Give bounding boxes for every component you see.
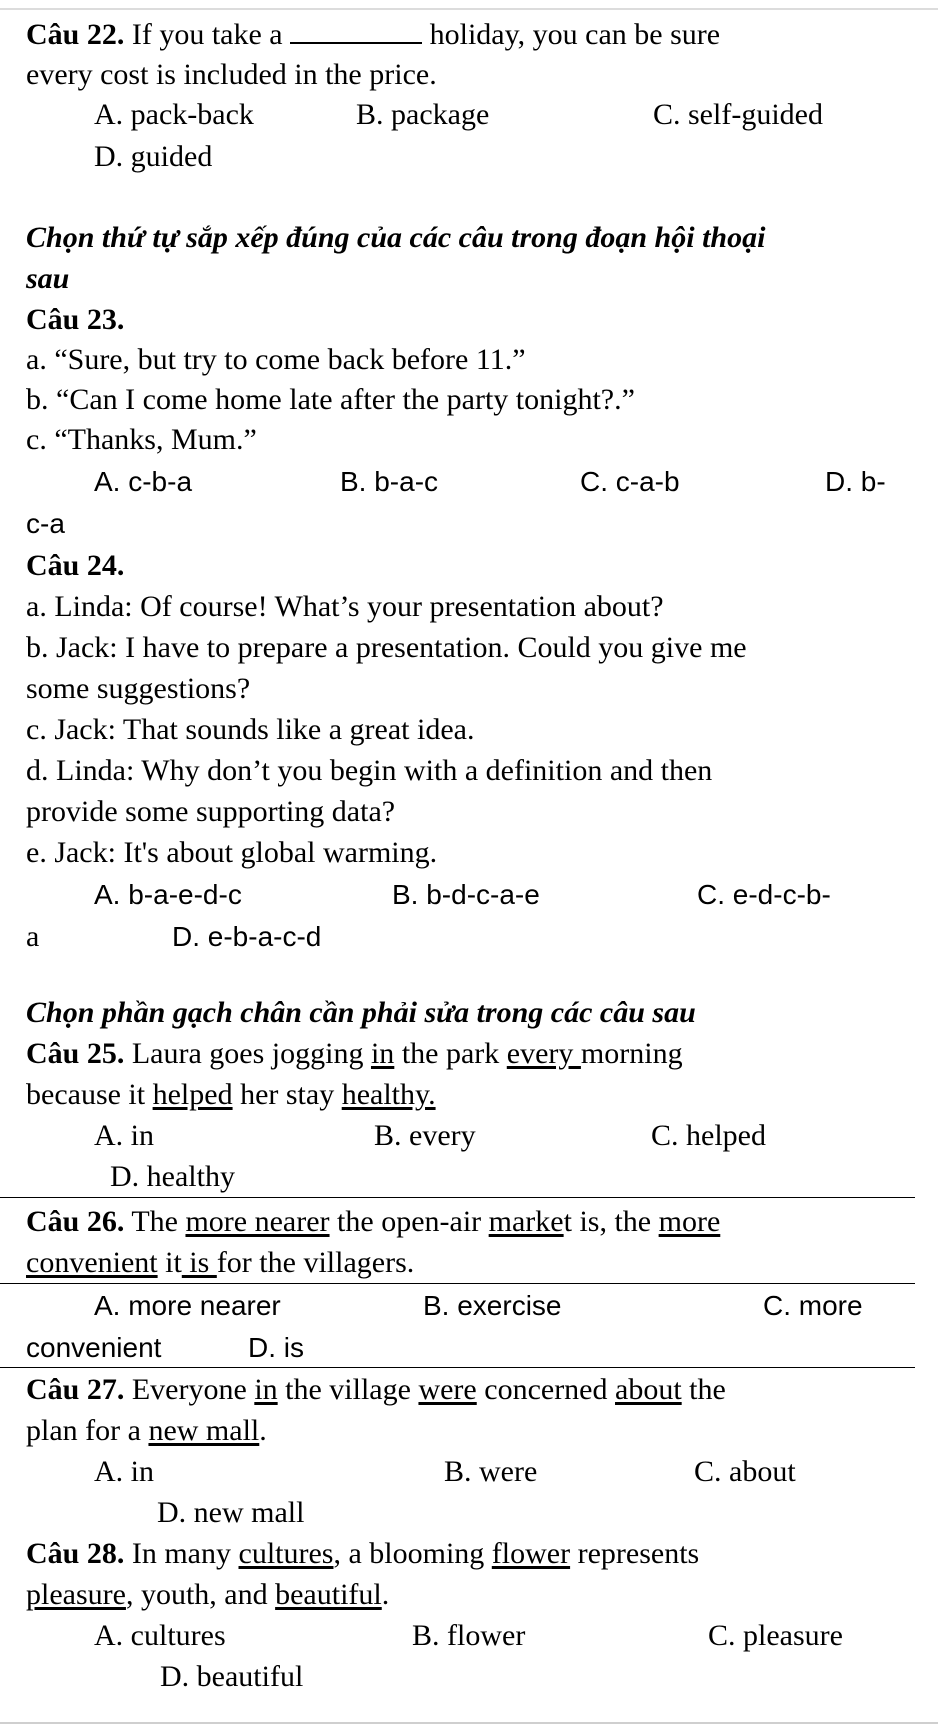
q24-label: Câu 24. <box>26 549 125 582</box>
q25-option-b: B. every <box>374 1119 476 1152</box>
q28-option-d: D. beautiful <box>160 1660 304 1693</box>
q28-option-b: B. flower <box>412 1619 526 1652</box>
q25-text: her stay <box>232 1078 342 1111</box>
q28-underline-beautiful: beautiful <box>275 1578 382 1611</box>
q26-option-a: A. more nearer <box>94 1290 281 1321</box>
q25-option-c: C. helped <box>651 1119 766 1152</box>
q26-text: The <box>131 1205 186 1238</box>
q23-option-a: A. c-b-a <box>94 466 193 497</box>
section1-heading-line2: sau <box>26 262 70 295</box>
q23-option-d-wrap: c-a <box>26 508 65 539</box>
q28-text: represents <box>570 1537 700 1570</box>
q23-line-c: c. “Thanks, Mum.” <box>26 423 257 456</box>
q24-option-d: D. e-b-a-c-d <box>172 921 322 952</box>
divider <box>0 1197 915 1198</box>
q26-option-b: B. exercise <box>423 1290 562 1321</box>
q22-option-c: C. self-guided <box>653 98 823 131</box>
q22-option-a: A. pack-back <box>94 98 254 131</box>
q23-option-d: D. b- <box>825 466 886 497</box>
q27-text: concerned <box>476 1373 616 1406</box>
q22-blank <box>290 16 422 44</box>
q27-line2 <box>26 1413 267 1449</box>
q25-label: Câu 25. <box>26 1037 125 1070</box>
q27-label: Câu 27. <box>26 1373 125 1406</box>
q23-line-a: a. “Sure, but try to come back before 11.” <box>26 343 526 376</box>
q26-underline-convenient: convenient <box>26 1246 158 1279</box>
q25-text: morning <box>580 1037 683 1070</box>
q25-underline-helped: helped <box>152 1078 233 1111</box>
q27-text: the village <box>277 1373 419 1406</box>
q26-option-d: D. is <box>248 1332 304 1363</box>
q24-line-e: e. Jack: It's about global warming. <box>26 836 438 869</box>
q25-underline-in: in <box>370 1037 395 1070</box>
q22-option-b: B. package <box>356 98 490 131</box>
q27-line1 <box>26 1372 726 1408</box>
q27-text: . <box>259 1414 267 1447</box>
q25-line1 <box>26 1036 683 1072</box>
q28-option-a: A. cultures <box>94 1619 226 1652</box>
q25-text: because it <box>26 1078 153 1111</box>
q28-line1 <box>26 1536 699 1572</box>
q26-text: t is, the <box>563 1205 659 1238</box>
q27-text: Everyone <box>131 1373 255 1406</box>
q23-line-b: b. “Can I come home late after the party tonight?.” <box>26 383 635 416</box>
q26-underline-is: is <box>181 1246 217 1279</box>
divider <box>0 1367 915 1368</box>
q23-option-b: B. b-a-c <box>340 466 439 497</box>
q28-underline-pleasure: pleasure <box>26 1578 126 1611</box>
q27-underline-were: were <box>418 1373 477 1406</box>
bottom-divider <box>0 1722 938 1724</box>
q24-option-a: A. b-a-e-d-c <box>94 879 242 910</box>
q22-line2: every cost is included in the price. <box>26 58 437 91</box>
q28-option-c: C. pleasure <box>708 1619 843 1652</box>
q22-text-before: If you take a <box>131 18 283 51</box>
q25-underline-every: every <box>506 1037 581 1070</box>
q23-option-c: C. c-a-b <box>580 466 680 497</box>
q24-line-c: c. Jack: That sounds like a great idea. <box>26 713 475 746</box>
q24-line-d2: provide some supporting data? <box>26 795 396 828</box>
q24-option-c: C. e-d-c-b- <box>697 879 831 910</box>
q28-label: Câu 28. <box>26 1537 125 1570</box>
q27-underline-new-mall: new mall <box>148 1414 260 1447</box>
q27-option-d: D. new mall <box>157 1496 305 1529</box>
q26-text: it <box>157 1246 182 1279</box>
q22-line1 <box>26 16 720 53</box>
q28-text: , a blooming <box>333 1537 492 1570</box>
q28-underline-flower: flower <box>491 1537 571 1570</box>
q27-text: the <box>681 1373 726 1406</box>
q28-text: , youth, and <box>125 1578 276 1611</box>
q28-text: In many <box>131 1537 239 1570</box>
q24-line-a: a. Linda: Of course! What’s your presentation about? <box>26 590 664 623</box>
q26-line1 <box>26 1204 720 1240</box>
q26-text: for the villagers. <box>216 1246 415 1279</box>
q25-option-d: D. healthy <box>110 1160 235 1193</box>
q27-text: plan for a <box>26 1414 149 1447</box>
q27-option-b: B. were <box>444 1455 538 1488</box>
q28-underline-cultures: cultures <box>238 1537 334 1570</box>
q23-label: Câu 23. <box>26 303 125 336</box>
q26-line2 <box>26 1245 414 1281</box>
q22-option-d: D. guided <box>94 140 213 173</box>
top-divider <box>0 8 938 10</box>
q28-text: . <box>381 1578 390 1611</box>
q24-line-b1: b. Jack: I have to prepare a presentation. Could you give me <box>26 631 747 664</box>
q26-underline-market: marke <box>488 1205 564 1238</box>
q27-option-a: A. in <box>94 1455 154 1488</box>
q25-option-a: A. in <box>94 1119 154 1152</box>
q27-option-c: C. about <box>694 1455 796 1488</box>
q24-line-b2: some suggestions? <box>26 672 251 705</box>
q26-underline-more: more <box>658 1205 721 1238</box>
section1-heading-line1: Chọn thứ tự sắp xếp đúng của các câu trong đoạn hội thoại <box>26 221 766 254</box>
q24-option-b: B. b-d-c-a-e <box>392 879 540 910</box>
q25-underline-healthy: healthy. <box>341 1078 436 1111</box>
q26-text: the open-air <box>329 1205 489 1238</box>
q27-underline-in: in <box>254 1373 278 1406</box>
q24-line-d1: d. Linda: Why don’t you begin with a definition and then <box>26 754 713 787</box>
q26-option-c-wrap: convenient <box>26 1332 162 1363</box>
q27-underline-about: about <box>615 1373 682 1406</box>
q25-text: Laura goes jogging <box>131 1037 371 1070</box>
q26-label: Câu 26. <box>26 1205 125 1238</box>
q28-line2 <box>26 1577 389 1613</box>
section2-heading: Chọn phần gạch chân cần phải sửa trong các câu sau <box>26 996 696 1029</box>
q26-option-c: C. more <box>763 1290 863 1321</box>
q22-label: Câu 22. <box>26 18 125 51</box>
q24-option-c-wrap: a <box>26 920 40 953</box>
q22-text-after: holiday, you can be sure <box>429 18 721 51</box>
q26-underline-more-nearer: more nearer <box>185 1205 330 1238</box>
q25-line2 <box>26 1077 436 1113</box>
q25-text: the park <box>394 1037 507 1070</box>
divider <box>0 1283 915 1284</box>
